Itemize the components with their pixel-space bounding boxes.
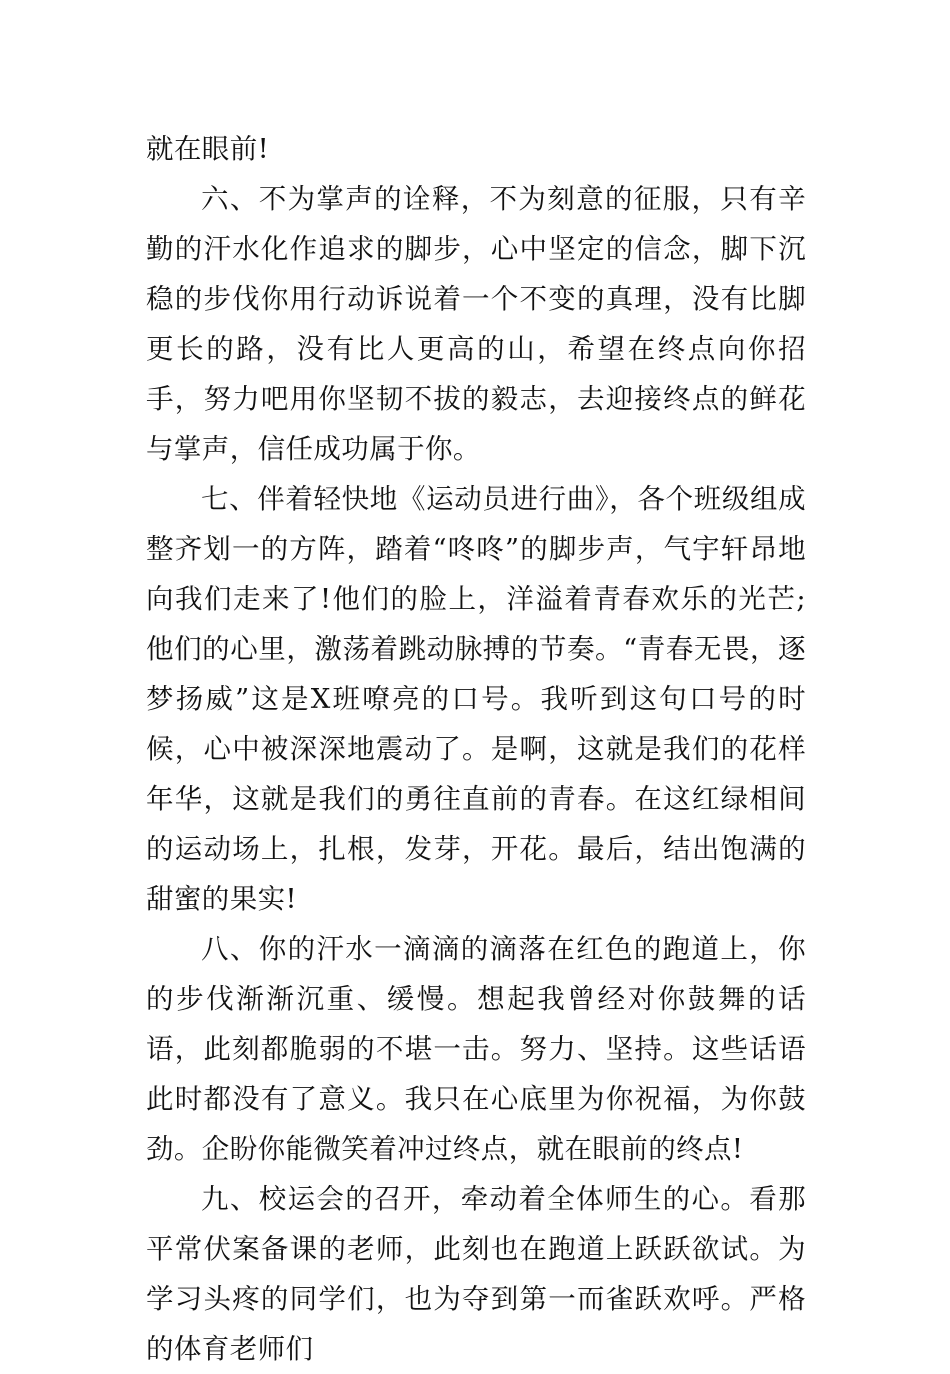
paragraph-eight: 八、你的汗水一滴滴的滴落在红色的跑道上，你的步伐渐渐沉重、缓慢。想起我曾经对你鼓舞的话语，此刻都脆弱的不堪一击。努力、坚持。这些话语此时都没有了意义。我只在心底里为你祝福，为你鼓劲。企盼你能微笑着冲过终点，就在眼前的终点! (146, 933, 806, 1165)
paragraph-nine: 九、校运会的召开，牵动着全体师生的心。看那平常伏案备课的老师，此刻也在跑道上跃跃欲试。为学习头疼的同学们，也为夺到第一而雀跃欢呼。严格的体育老师们 (146, 1183, 806, 1365)
paragraph-six: 六、不为掌声的诠释，不为刻意的征服，只有辛勤的汗水化作追求的脚步，心中坚定的信念，脚下沉稳的步伐你用行动诉说着一个不变的真理，没有比脚更长的路，没有比人更高的山，希望在终点向你招手，努力吧用你坚韧不拔的毅志，去迎接终点的鲜花与掌声，信任成功属于你。 (146, 183, 806, 465)
paragraph-seven: 七、伴着轻快地《运动员进行曲》，各个班级组成整齐划一的方阵，踏着“咚咚”的脚步声，气宇轩昂地向我们走来了!他们的脸上，洋溢着青春欢乐的光芒;他们的心里，激荡着跳动脉搏的节奏。“青春无畏，逐梦扬威”这是X班嘹亮的口号。我听到这句口号的时候，心中被深深地震动了。是啊，这就是我们的花样年华，这就是我们的勇往直前的青春。在这红绿相间的运动场上，扎根，发芽，开花。最后，结出饱满的甜蜜的果实! (146, 483, 806, 915)
paragraph-continuation: 就在眼前! (146, 133, 270, 165)
document-body (146, 124, 806, 1374)
